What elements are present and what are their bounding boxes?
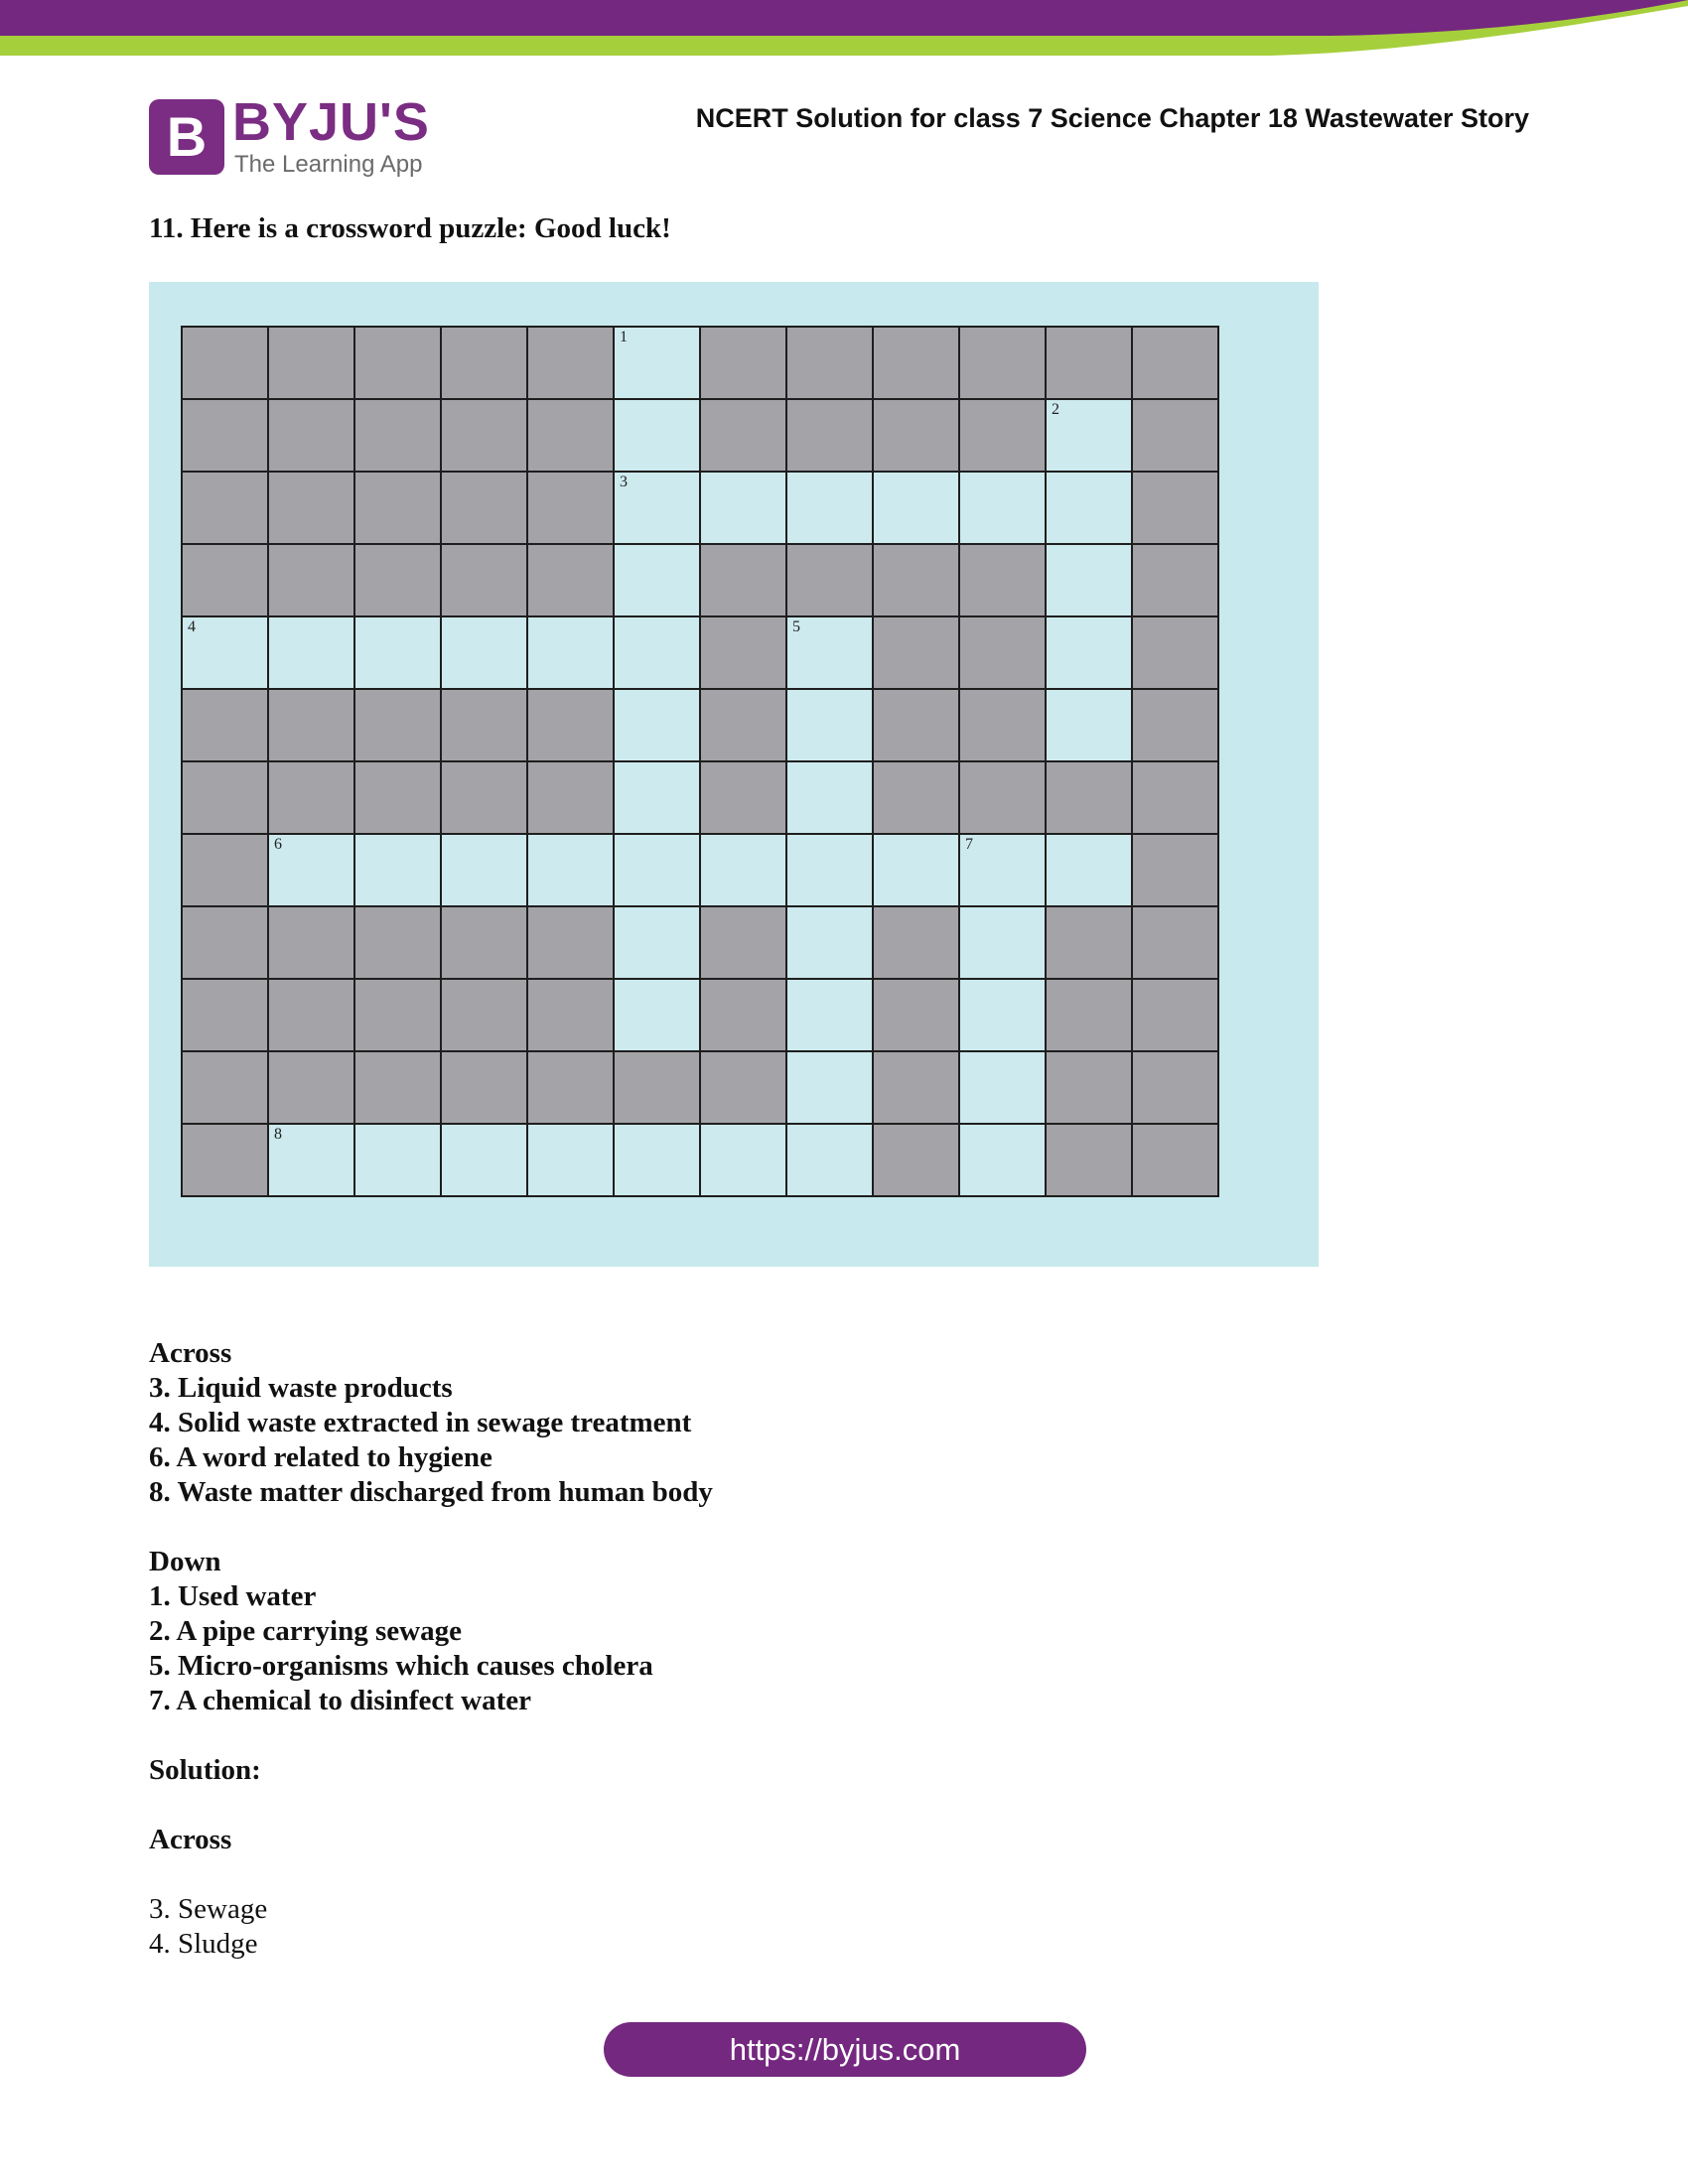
crossword-blocked-cell xyxy=(1045,1123,1133,1197)
crossword-open-cell xyxy=(613,398,701,473)
crossword-blocked-cell xyxy=(526,760,615,835)
crossword-blocked-cell xyxy=(181,326,269,400)
clues-section xyxy=(149,1336,713,1962)
clue-number: 1 xyxy=(620,329,628,345)
crossword-open-cell xyxy=(699,833,787,907)
down-clue: 5. Micro-organisms which causes cholera xyxy=(149,1650,653,1682)
crossword-open-cell xyxy=(440,833,528,907)
crossword-open-cell xyxy=(958,905,1047,980)
crossword-open-cell xyxy=(613,905,701,980)
crossword-blocked-cell xyxy=(872,543,960,617)
crossword-blocked-cell xyxy=(181,1123,269,1197)
crossword-blocked-cell xyxy=(181,1050,269,1125)
crossword-blocked-cell xyxy=(1131,398,1219,473)
crossword-blocked-cell xyxy=(1131,1123,1219,1197)
crossword-blocked-cell xyxy=(872,688,960,762)
crossword-open-cell xyxy=(699,471,787,545)
document-header-title: NCERT Solution for class 7 Science Chapter 18 Wastewater Story xyxy=(695,103,1529,133)
crossword-open-cell xyxy=(785,688,874,762)
crossword-blocked-cell xyxy=(1045,760,1133,835)
crossword-blocked-cell xyxy=(958,615,1047,690)
crossword-blocked-cell xyxy=(526,543,615,617)
byjus-logo xyxy=(149,92,447,179)
crossword-blocked-cell xyxy=(872,615,960,690)
crossword-blocked-cell xyxy=(440,398,528,473)
across-clue: 3. Liquid waste products xyxy=(149,1372,453,1404)
crossword-blocked-cell xyxy=(699,760,787,835)
solution-across-heading: Across xyxy=(149,1824,232,1855)
crossword-blocked-cell xyxy=(1131,326,1219,400)
crossword-blocked-cell xyxy=(526,471,615,545)
crossword-blocked-cell xyxy=(872,1050,960,1125)
crossword-open-cell xyxy=(181,615,269,690)
logo-tagline: The Learning App xyxy=(234,151,423,178)
crossword-open-cell xyxy=(1045,471,1133,545)
solution-answer: 4. Sludge xyxy=(149,1928,258,1960)
crossword-blocked-cell xyxy=(440,688,528,762)
crossword-blocked-cell xyxy=(353,1050,442,1125)
crossword-blocked-cell xyxy=(353,760,442,835)
website-link[interactable] xyxy=(604,2022,1086,2077)
crossword-open-cell xyxy=(267,1123,355,1197)
crossword-blocked-cell xyxy=(267,326,355,400)
crossword-open-cell xyxy=(958,1123,1047,1197)
clue-number: 7 xyxy=(965,836,973,853)
crossword-open-cell xyxy=(1045,615,1133,690)
crossword-blocked-cell xyxy=(181,760,269,835)
crossword-blocked-cell xyxy=(181,978,269,1052)
crossword-blocked-cell xyxy=(785,543,874,617)
crossword-open-cell xyxy=(613,688,701,762)
down-clue: 1. Used water xyxy=(149,1580,317,1612)
crossword-blocked-cell xyxy=(526,1050,615,1125)
crossword-open-cell xyxy=(785,1123,874,1197)
logo-letter: B xyxy=(166,105,208,168)
crossword-open-cell xyxy=(785,615,874,690)
crossword-open-cell xyxy=(267,833,355,907)
crossword-blocked-cell xyxy=(181,905,269,980)
crossword-open-cell xyxy=(958,833,1047,907)
crossword-blocked-cell xyxy=(440,326,528,400)
crossword-blocked-cell xyxy=(958,326,1047,400)
crossword-blocked-cell xyxy=(440,978,528,1052)
top-decorative-band xyxy=(0,0,1688,60)
crossword-blocked-cell xyxy=(1045,905,1133,980)
crossword-blocked-cell xyxy=(699,905,787,980)
down-clue: 2. A pipe carrying sewage xyxy=(149,1615,462,1647)
crossword-blocked-cell xyxy=(267,688,355,762)
crossword-blocked-cell xyxy=(526,326,615,400)
crossword-blocked-cell xyxy=(440,760,528,835)
crossword-open-cell xyxy=(613,326,701,400)
crossword-blocked-cell xyxy=(699,326,787,400)
crossword-blocked-cell xyxy=(1131,543,1219,617)
crossword-blocked-cell xyxy=(526,978,615,1052)
crossword-blocked-cell xyxy=(526,688,615,762)
crossword-blocked-cell xyxy=(1131,978,1219,1052)
crossword-open-cell xyxy=(1045,398,1133,473)
crossword-blocked-cell xyxy=(353,326,442,400)
crossword-blocked-cell xyxy=(181,398,269,473)
crossword-open-cell xyxy=(353,833,442,907)
crossword-open-cell xyxy=(872,471,960,545)
crossword-blocked-cell xyxy=(353,978,442,1052)
crossword-blocked-cell xyxy=(699,688,787,762)
crossword-open-cell xyxy=(613,833,701,907)
crossword-blocked-cell xyxy=(267,398,355,473)
clue-number: 4 xyxy=(188,618,196,635)
crossword-blocked-cell xyxy=(267,1050,355,1125)
crossword-blocked-cell xyxy=(872,978,960,1052)
crossword-blocked-cell xyxy=(1131,760,1219,835)
logo-name: BYJU'S xyxy=(232,92,430,152)
crossword-blocked-cell xyxy=(958,543,1047,617)
crossword-blocked-cell xyxy=(699,1050,787,1125)
crossword-blocked-cell xyxy=(353,688,442,762)
crossword-blocked-cell xyxy=(613,1050,701,1125)
crossword-blocked-cell xyxy=(1045,1050,1133,1125)
crossword-blocked-cell xyxy=(958,398,1047,473)
crossword-blocked-cell xyxy=(699,615,787,690)
crossword-open-cell xyxy=(353,1123,442,1197)
crossword-blocked-cell xyxy=(872,905,960,980)
crossword-open-cell xyxy=(785,471,874,545)
crossword-open-cell xyxy=(526,615,615,690)
crossword-blocked-cell xyxy=(1131,833,1219,907)
crossword-blocked-cell xyxy=(181,833,269,907)
crossword-blocked-cell xyxy=(267,471,355,545)
website-url: https://byjus.com xyxy=(729,2032,961,2067)
crossword-open-cell xyxy=(613,615,701,690)
crossword-open-cell xyxy=(267,615,355,690)
crossword-grid xyxy=(181,326,1219,1197)
crossword-open-cell xyxy=(1045,543,1133,617)
crossword-open-cell xyxy=(1045,688,1133,762)
crossword-blocked-cell xyxy=(440,1050,528,1125)
crossword-open-cell xyxy=(440,1123,528,1197)
down-heading: Down xyxy=(149,1546,221,1577)
solution-heading: Solution: xyxy=(149,1754,261,1786)
crossword-blocked-cell xyxy=(1131,905,1219,980)
clue-number: 6 xyxy=(274,836,282,853)
crossword-open-cell xyxy=(958,471,1047,545)
crossword-blocked-cell xyxy=(267,543,355,617)
across-clue: 8. Waste matter discharged from human body xyxy=(149,1476,713,1508)
crossword-open-cell xyxy=(613,1123,701,1197)
crossword-open-cell xyxy=(613,760,701,835)
crossword-blocked-cell xyxy=(353,398,442,473)
crossword-blocked-cell xyxy=(1045,978,1133,1052)
clue-number: 3 xyxy=(620,474,628,490)
crossword-open-cell xyxy=(785,905,874,980)
crossword-open-cell xyxy=(613,471,701,545)
crossword-open-cell xyxy=(699,1123,787,1197)
crossword-blocked-cell xyxy=(872,1123,960,1197)
crossword-blocked-cell xyxy=(440,471,528,545)
crossword-blocked-cell xyxy=(785,398,874,473)
crossword-blocked-cell xyxy=(699,543,787,617)
crossword-open-cell xyxy=(353,615,442,690)
down-clue: 7. A chemical to disinfect water xyxy=(149,1685,531,1716)
clue-number: 2 xyxy=(1052,401,1059,418)
crossword-blocked-cell xyxy=(699,978,787,1052)
crossword-blocked-cell xyxy=(699,398,787,473)
crossword-blocked-cell xyxy=(267,905,355,980)
logo-mark-icon xyxy=(149,99,224,175)
crossword-open-cell xyxy=(785,1050,874,1125)
crossword-open-cell xyxy=(785,760,874,835)
crossword-blocked-cell xyxy=(872,326,960,400)
question-heading: 11. Here is a crossword puzzle: Good luck! xyxy=(149,212,671,244)
crossword-blocked-cell xyxy=(353,471,442,545)
crossword-blocked-cell xyxy=(1131,688,1219,762)
crossword-blocked-cell xyxy=(1131,471,1219,545)
crossword-blocked-cell xyxy=(1045,326,1133,400)
crossword-blocked-cell xyxy=(526,398,615,473)
crossword-open-cell xyxy=(785,978,874,1052)
crossword-blocked-cell xyxy=(872,760,960,835)
clue-number: 8 xyxy=(274,1126,282,1143)
crossword-blocked-cell xyxy=(440,543,528,617)
across-clue: 6. A word related to hygiene xyxy=(149,1441,492,1473)
crossword-open-cell xyxy=(872,833,960,907)
crossword-open-cell xyxy=(526,833,615,907)
crossword-blocked-cell xyxy=(353,905,442,980)
crossword-open-cell xyxy=(613,978,701,1052)
crossword-blocked-cell xyxy=(181,543,269,617)
crossword-blocked-cell xyxy=(267,760,355,835)
crossword-open-cell xyxy=(785,833,874,907)
crossword-blocked-cell xyxy=(267,978,355,1052)
crossword-blocked-cell xyxy=(785,326,874,400)
crossword-blocked-cell xyxy=(353,543,442,617)
crossword-blocked-cell xyxy=(181,471,269,545)
crossword-blocked-cell xyxy=(958,760,1047,835)
crossword-open-cell xyxy=(613,543,701,617)
crossword-blocked-cell xyxy=(181,688,269,762)
crossword-blocked-cell xyxy=(440,905,528,980)
crossword-open-cell xyxy=(958,1050,1047,1125)
crossword-open-cell xyxy=(526,1123,615,1197)
crossword-open-cell xyxy=(1045,833,1133,907)
crossword-open-cell xyxy=(958,978,1047,1052)
crossword-blocked-cell xyxy=(958,688,1047,762)
crossword-open-cell xyxy=(440,615,528,690)
across-heading: Across xyxy=(149,1337,232,1369)
clue-number: 5 xyxy=(792,618,800,635)
across-clue: 4. Solid waste extracted in sewage treatment xyxy=(149,1407,692,1438)
crossword-blocked-cell xyxy=(872,398,960,473)
solution-answer: 3. Sewage xyxy=(149,1893,268,1925)
crossword-blocked-cell xyxy=(1131,615,1219,690)
crossword-blocked-cell xyxy=(526,905,615,980)
crossword-blocked-cell xyxy=(1131,1050,1219,1125)
